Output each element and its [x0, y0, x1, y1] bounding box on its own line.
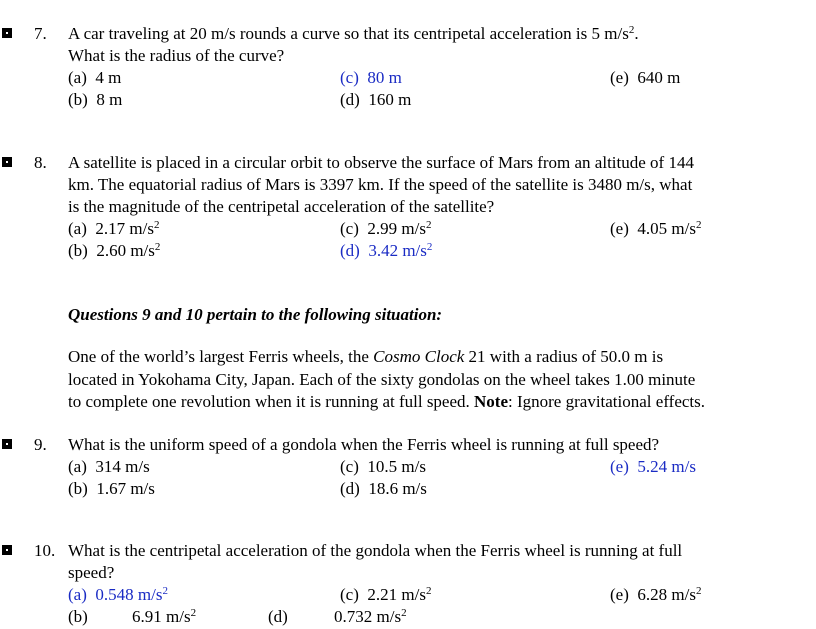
choice-d: (d) 18.6 m/s: [340, 479, 427, 498]
question-stem: A satellite is placed in a circular orbit to observe the surface of Mars from an altitude of 144 km. The equatorial radius of Mars is 3397 km. If the speed of the satellite is 3480 m/s, what is the magnitude of the centripetal acceleration of the satellite?: [68, 153, 694, 216]
choice-b: (b) 1.67 m/s: [68, 479, 155, 498]
question-marker-icon: [2, 157, 12, 167]
question-marker-icon: [2, 439, 12, 449]
question-stem: What is the uniform speed of a gondola when the Ferris wheel is running at full speed?: [68, 435, 660, 454]
choice-b: (b) 2.60 $m/s^2$: [68, 241, 161, 260]
choice-e: (e) 640 m: [610, 68, 681, 87]
choice-c-answer: (c) 80 m: [340, 68, 402, 87]
question-number: 9.: [34, 435, 47, 454]
situation-paragraph: One of the world’s largest Ferris wheels, the Cosmo Clock 21 with a radius of 50.0 m is located in Yokohama City, Japan. Each of the sixty gondolas on the wheel takes 1.00 minute to complete one revolution when it is running at full speed. Note: Ignore gravitational effects.: [68, 347, 706, 411]
choice-a-answer: (a) 0.548 $m/s^2$: [68, 585, 168, 604]
choice-a: (a) 2.17 $m/s^2$: [68, 219, 160, 238]
choice-b: (b) 8 m: [68, 90, 123, 109]
choice-c: (c) 2.21 $m/s^2$: [340, 585, 432, 604]
choice-b-value: 6.91 $m/s^2$: [132, 607, 197, 626]
choice-c: (c) 10.5 m/s: [340, 457, 426, 476]
choice-e: (e) 4.05 $m/s^2$: [610, 219, 702, 238]
choice-d-answer: (d) 3.42 $m/s^2$: [340, 241, 433, 260]
question-number: 10.: [34, 541, 56, 560]
choice-b-label: (b): [68, 607, 88, 626]
question-marker-icon: [2, 28, 12, 38]
choice-a: (a) 4 m: [68, 68, 122, 87]
choice-e-answer: (e) 5.24 m/s: [610, 457, 696, 476]
question-number: 7.: [34, 24, 47, 43]
question-stem: A car traveling at 20 m/s rounds a curve so that its centripetal acceleration is 5 $m/s^2$. What is the radius of the curve?: [68, 24, 639, 65]
choice-d: (d) 160 m: [340, 90, 412, 109]
question-stem: What is the centripetal acceleration of the gondola when the Ferris wheel is running at full speed?: [68, 541, 683, 582]
choice-e: (e) 6.28 $m/s^2$: [610, 585, 702, 604]
question-marker-icon: [2, 545, 12, 555]
choice-c: (c) 2.99 $m/s^2$: [340, 219, 432, 238]
situation-heading: Questions 9 and 10 pertain to the following situation:: [68, 305, 443, 324]
choice-a: (a) 314 m/s: [68, 457, 150, 476]
question-number: 8.: [34, 153, 47, 172]
choice-d-value: 0.732 $m/s^2$: [334, 607, 407, 626]
choice-d-label: (d): [268, 607, 288, 626]
